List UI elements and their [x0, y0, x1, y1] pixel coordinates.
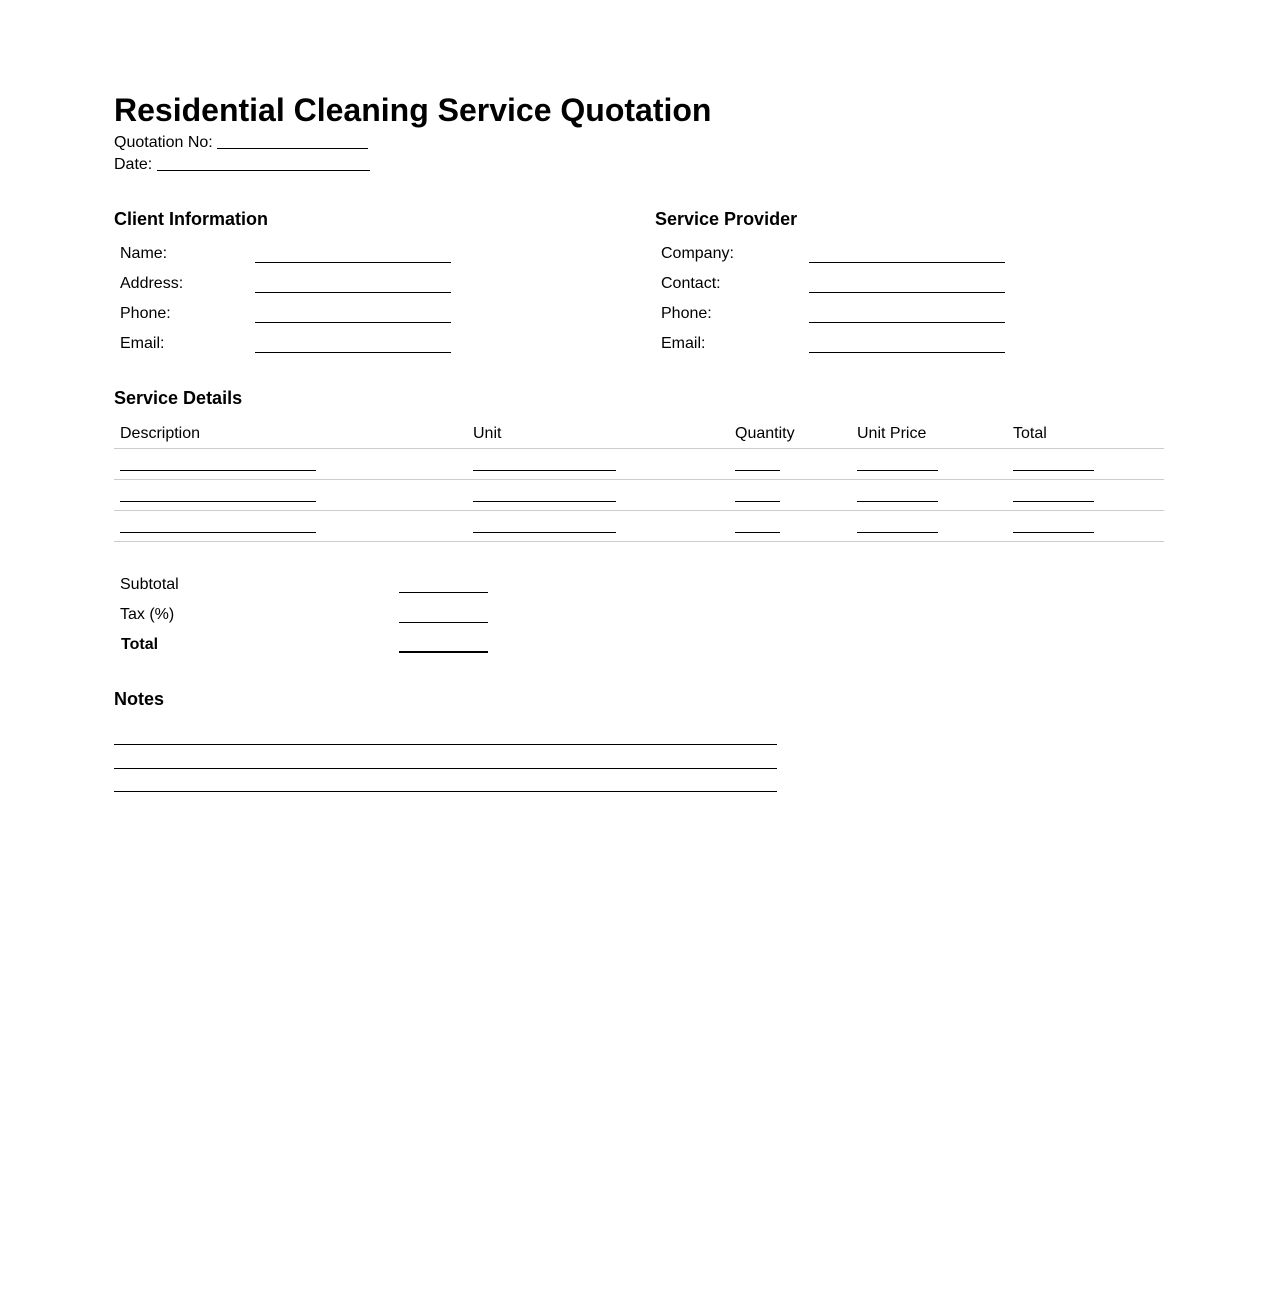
table-row: [114, 511, 1164, 542]
quotation-document: [114, 88, 1164, 709]
notes-heading: Notes: [114, 689, 165, 709]
date-label: Date:: [114, 156, 153, 173]
client-address-field[interactable]: [255, 292, 451, 293]
subtotal-field[interactable]: [399, 592, 488, 593]
table-row: [114, 480, 1164, 511]
tax-label: Tax (%): [120, 606, 175, 623]
row2-quantity-field[interactable]: [735, 501, 780, 502]
provider-phone-field[interactable]: [809, 322, 1005, 323]
notes-section: [114, 688, 814, 710]
table-header-row: [114, 415, 1164, 449]
service-details-table: [114, 415, 1164, 542]
row1-description-field[interactable]: [120, 470, 316, 471]
notes-line-1[interactable]: [114, 744, 777, 745]
provider-company-field[interactable]: [809, 262, 1005, 263]
row2-total-field[interactable]: [1013, 501, 1094, 502]
provider-company-label: Company:: [661, 245, 734, 262]
row1-quantity-field[interactable]: [735, 470, 780, 471]
subtotal-label: Subtotal: [120, 576, 179, 593]
client-name-label: Name:: [120, 245, 168, 262]
quotation-no-label: Quotation No:: [114, 134, 213, 151]
row2-description-field[interactable]: [120, 501, 316, 502]
client-information: [114, 208, 268, 352]
client-email-field[interactable]: [255, 352, 451, 353]
notes-line-2[interactable]: [114, 768, 777, 769]
row3-unit-price-field[interactable]: [857, 532, 938, 533]
total-label: Total: [121, 636, 159, 653]
column-header-quantity: Quantity: [735, 425, 795, 442]
total-field[interactable]: [399, 651, 488, 653]
row1-unit-price-field[interactable]: [857, 470, 938, 471]
tax-field[interactable]: [399, 622, 488, 623]
parties-section: [114, 208, 1164, 358]
provider-contact-label: Contact:: [661, 275, 721, 292]
total-row: [114, 635, 514, 665]
provider-phone-label: Phone:: [661, 305, 712, 322]
client-phone-label: Phone:: [120, 305, 171, 322]
row1-total-field[interactable]: [1013, 470, 1094, 471]
column-header-unit: Unit: [473, 425, 502, 442]
provider-email-label: Email:: [661, 335, 706, 352]
subtotal-row: [114, 575, 514, 605]
quotation-no-field[interactable]: [217, 147, 368, 149]
tax-row: [114, 605, 514, 635]
row1-unit-field[interactable]: [473, 470, 616, 471]
date-field[interactable]: [157, 169, 370, 171]
service-details-heading: Service Details: [114, 388, 243, 408]
row2-unit-field[interactable]: [473, 501, 616, 502]
row3-description-field[interactable]: [120, 532, 316, 533]
quotation-no-row: [114, 132, 1164, 154]
provider-email-field[interactable]: [809, 352, 1005, 353]
column-header-description: Description: [120, 425, 201, 442]
service-details-section: [114, 387, 1164, 442]
provider-heading: Service Provider: [655, 209, 798, 229]
column-header-unit-price: Unit Price: [857, 425, 927, 442]
client-email-label: Email:: [120, 335, 165, 352]
row2-unit-price-field[interactable]: [857, 501, 938, 502]
service-provider: [655, 208, 798, 352]
client-address-label: Address:: [120, 275, 184, 292]
table-row: [114, 449, 1164, 480]
notes-line-3[interactable]: [114, 791, 777, 792]
column-header-total: Total: [1013, 425, 1047, 442]
row3-total-field[interactable]: [1013, 532, 1094, 533]
document-title: Residential Cleaning Service Quotation: [114, 92, 712, 128]
provider-contact-field[interactable]: [809, 292, 1005, 293]
row3-quantity-field[interactable]: [735, 532, 780, 533]
client-phone-field[interactable]: [255, 322, 451, 323]
date-row: [114, 154, 1164, 176]
client-heading: Client Information: [114, 209, 268, 229]
client-name-field[interactable]: [255, 262, 451, 263]
row3-unit-field[interactable]: [473, 532, 616, 533]
totals-section: [114, 575, 514, 675]
